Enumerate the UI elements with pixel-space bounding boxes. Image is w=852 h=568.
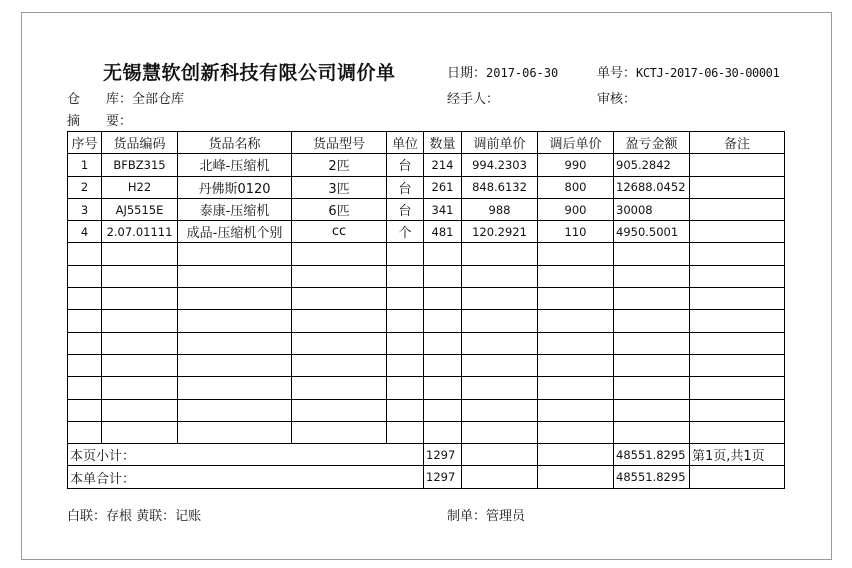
empty-cell xyxy=(690,310,785,332)
table-row xyxy=(68,221,785,243)
maker-value: 管理员 xyxy=(486,509,526,524)
handler-field xyxy=(447,88,499,107)
order-number-label: 单号： xyxy=(597,66,637,81)
price-after: 900 xyxy=(538,198,614,220)
warehouse-value: 全部仓库 xyxy=(132,92,185,107)
item-qty: 214 xyxy=(424,154,462,176)
column-header: 调后单价 xyxy=(538,132,614,154)
column-header: 序号 xyxy=(68,132,102,154)
empty-cell xyxy=(538,466,614,488)
table-row xyxy=(68,176,785,198)
empty-table-row xyxy=(68,399,785,421)
empty-cell xyxy=(102,243,178,265)
item-name: 成品-压缩机个别 xyxy=(178,221,292,243)
empty-cell xyxy=(538,399,614,421)
price-after: 990 xyxy=(538,154,614,176)
remark xyxy=(690,221,785,243)
maker-field xyxy=(447,505,525,524)
warehouse-field xyxy=(67,88,184,107)
order-total-qty: 1297 xyxy=(424,466,462,488)
empty-cell xyxy=(387,354,424,376)
empty-cell xyxy=(690,332,785,354)
date-field xyxy=(447,62,558,81)
empty-cell xyxy=(614,310,690,332)
empty-cell xyxy=(690,466,785,488)
page-subtotal-label: 本页小计： xyxy=(68,444,424,466)
empty-cell xyxy=(538,310,614,332)
order-number-value: KCTJ-2017-06-30-00001 xyxy=(636,66,780,80)
handler-label: 经手人： xyxy=(447,92,500,107)
item-unit: 个 xyxy=(387,221,424,243)
column-header: 调前单价 xyxy=(462,132,538,154)
column-header: 货品编码 xyxy=(102,132,178,154)
empty-cell xyxy=(462,310,538,332)
empty-cell xyxy=(614,265,690,287)
empty-cell xyxy=(178,332,292,354)
empty-cell xyxy=(292,310,387,332)
empty-cell xyxy=(462,332,538,354)
item-unit: 台 xyxy=(387,176,424,198)
item-model: 6匹 xyxy=(292,198,387,220)
item-code: BFBZ315 xyxy=(102,154,178,176)
empty-cell xyxy=(68,243,102,265)
empty-cell xyxy=(292,265,387,287)
empty-cell xyxy=(102,265,178,287)
column-header: 货品名称 xyxy=(178,132,292,154)
empty-cell xyxy=(387,377,424,399)
empty-cell xyxy=(690,288,785,310)
empty-cell xyxy=(690,421,785,443)
empty-cell xyxy=(68,310,102,332)
item-qty: 261 xyxy=(424,176,462,198)
empty-cell xyxy=(614,399,690,421)
empty-cell xyxy=(690,354,785,376)
reviewer-field xyxy=(597,88,636,107)
empty-cell xyxy=(387,310,424,332)
empty-cell xyxy=(424,354,462,376)
empty-cell xyxy=(424,332,462,354)
empty-cell xyxy=(292,243,387,265)
page-subtotal-qty: 1297 xyxy=(424,444,462,466)
empty-cell xyxy=(178,377,292,399)
empty-cell xyxy=(102,421,178,443)
order-total-label: 本单合计： xyxy=(68,466,424,488)
empty-cell xyxy=(462,466,538,488)
empty-cell xyxy=(424,377,462,399)
page-subtotal-row xyxy=(68,444,785,466)
column-header: 备注 xyxy=(690,132,785,154)
empty-table-row xyxy=(68,421,785,443)
empty-cell xyxy=(614,354,690,376)
empty-cell xyxy=(292,332,387,354)
empty-cell xyxy=(387,332,424,354)
empty-cell xyxy=(68,354,102,376)
empty-table-row xyxy=(68,354,785,376)
empty-cell xyxy=(387,243,424,265)
empty-cell xyxy=(462,354,538,376)
empty-cell xyxy=(424,421,462,443)
empty-cell xyxy=(424,265,462,287)
empty-cell xyxy=(614,243,690,265)
empty-cell xyxy=(690,399,785,421)
empty-table-row xyxy=(68,243,785,265)
column-header: 盈亏金额 xyxy=(614,132,690,154)
empty-cell xyxy=(424,310,462,332)
empty-cell xyxy=(68,288,102,310)
maker-label: 制单： xyxy=(447,509,487,524)
empty-cell xyxy=(462,421,538,443)
profit-loss-amount: 905.2842 xyxy=(614,154,690,176)
empty-cell xyxy=(424,288,462,310)
warehouse-label: 仓 库： xyxy=(67,92,133,107)
empty-cell xyxy=(690,265,785,287)
empty-cell xyxy=(102,354,178,376)
empty-cell xyxy=(68,332,102,354)
column-header: 数量 xyxy=(424,132,462,154)
item-code: AJ5515E xyxy=(102,198,178,220)
price-before: 988 xyxy=(462,198,538,220)
date-value: 2017-06-30 xyxy=(486,66,559,80)
empty-cell xyxy=(462,243,538,265)
table-header-row xyxy=(68,132,785,154)
column-header: 货品型号 xyxy=(292,132,387,154)
item-code: H22 xyxy=(102,176,178,198)
item-code: 2.07.01111 xyxy=(102,221,178,243)
empty-cell xyxy=(102,399,178,421)
empty-cell xyxy=(614,377,690,399)
profit-loss-amount: 4950.5001 xyxy=(614,221,690,243)
row-number: 2 xyxy=(68,176,102,198)
empty-cell xyxy=(292,354,387,376)
date-label: 日期： xyxy=(447,66,487,81)
empty-table-row xyxy=(68,265,785,287)
empty-cell xyxy=(178,265,292,287)
page-info: 第1页,共1页 xyxy=(690,444,785,466)
column-header: 单位 xyxy=(387,132,424,154)
empty-table-row xyxy=(68,377,785,399)
profit-loss-amount: 12688.0452 xyxy=(614,176,690,198)
empty-cell xyxy=(178,288,292,310)
empty-cell xyxy=(462,399,538,421)
empty-cell xyxy=(178,310,292,332)
empty-cell xyxy=(538,265,614,287)
empty-cell xyxy=(292,399,387,421)
price-after: 800 xyxy=(538,176,614,198)
item-qty: 341 xyxy=(424,198,462,220)
row-number: 1 xyxy=(68,154,102,176)
empty-cell xyxy=(178,243,292,265)
empty-cell xyxy=(462,444,538,466)
empty-cell xyxy=(538,377,614,399)
empty-cell xyxy=(614,288,690,310)
empty-cell xyxy=(292,377,387,399)
empty-cell xyxy=(424,399,462,421)
item-name: 丹佛斯0120 xyxy=(178,176,292,198)
price-before: 848.6132 xyxy=(462,176,538,198)
price-before: 120.2921 xyxy=(462,221,538,243)
empty-cell xyxy=(690,243,785,265)
remark xyxy=(690,154,785,176)
empty-cell xyxy=(178,421,292,443)
item-model: cc xyxy=(292,221,387,243)
empty-cell xyxy=(387,421,424,443)
empty-cell xyxy=(102,377,178,399)
empty-cell xyxy=(292,288,387,310)
empty-cell xyxy=(690,377,785,399)
empty-cell xyxy=(178,354,292,376)
empty-cell xyxy=(462,265,538,287)
empty-cell xyxy=(538,243,614,265)
empty-cell xyxy=(292,421,387,443)
empty-cell xyxy=(102,310,178,332)
remark xyxy=(690,198,785,220)
empty-cell xyxy=(538,354,614,376)
profit-loss-amount: 30008 xyxy=(614,198,690,220)
item-unit: 台 xyxy=(387,154,424,176)
empty-cell xyxy=(614,421,690,443)
item-model: 2匹 xyxy=(292,154,387,176)
empty-cell xyxy=(614,332,690,354)
price-adjustment-table xyxy=(67,131,785,489)
page-subtotal-diff: 48551.8295 xyxy=(614,444,690,466)
empty-cell xyxy=(178,399,292,421)
item-unit: 台 xyxy=(387,198,424,220)
empty-cell xyxy=(538,444,614,466)
empty-cell xyxy=(387,265,424,287)
empty-cell xyxy=(68,377,102,399)
document-title: 无锡慧软创新科技有限公司调价单 xyxy=(103,62,396,84)
item-name: 泰康-压缩机 xyxy=(178,198,292,220)
row-number: 4 xyxy=(68,221,102,243)
item-qty: 481 xyxy=(424,221,462,243)
item-model: 3匹 xyxy=(292,176,387,198)
empty-table-row xyxy=(68,310,785,332)
table-row xyxy=(68,198,785,220)
empty-cell xyxy=(538,288,614,310)
empty-cell xyxy=(462,288,538,310)
empty-table-row xyxy=(68,288,785,310)
empty-cell xyxy=(387,399,424,421)
order-total-diff: 48551.8295 xyxy=(614,466,690,488)
empty-cell xyxy=(102,288,178,310)
empty-cell xyxy=(387,288,424,310)
empty-cell xyxy=(424,243,462,265)
summary-label: 摘 要： xyxy=(67,114,133,129)
remark xyxy=(690,176,785,198)
empty-cell xyxy=(538,332,614,354)
row-number: 3 xyxy=(68,198,102,220)
empty-table-row xyxy=(68,332,785,354)
item-name: 北峰-压缩机 xyxy=(178,154,292,176)
reviewer-label: 审核： xyxy=(597,92,637,107)
price-after: 110 xyxy=(538,221,614,243)
copy-distribution-note: 白联：存根 黄联：记账 xyxy=(67,509,202,524)
empty-cell xyxy=(68,421,102,443)
empty-cell xyxy=(68,265,102,287)
empty-cell xyxy=(462,377,538,399)
order-number-field xyxy=(597,62,779,81)
empty-cell xyxy=(68,399,102,421)
order-total-row xyxy=(68,466,785,488)
price-before: 994.2303 xyxy=(462,154,538,176)
empty-cell xyxy=(102,332,178,354)
table-row xyxy=(68,154,785,176)
empty-cell xyxy=(538,421,614,443)
